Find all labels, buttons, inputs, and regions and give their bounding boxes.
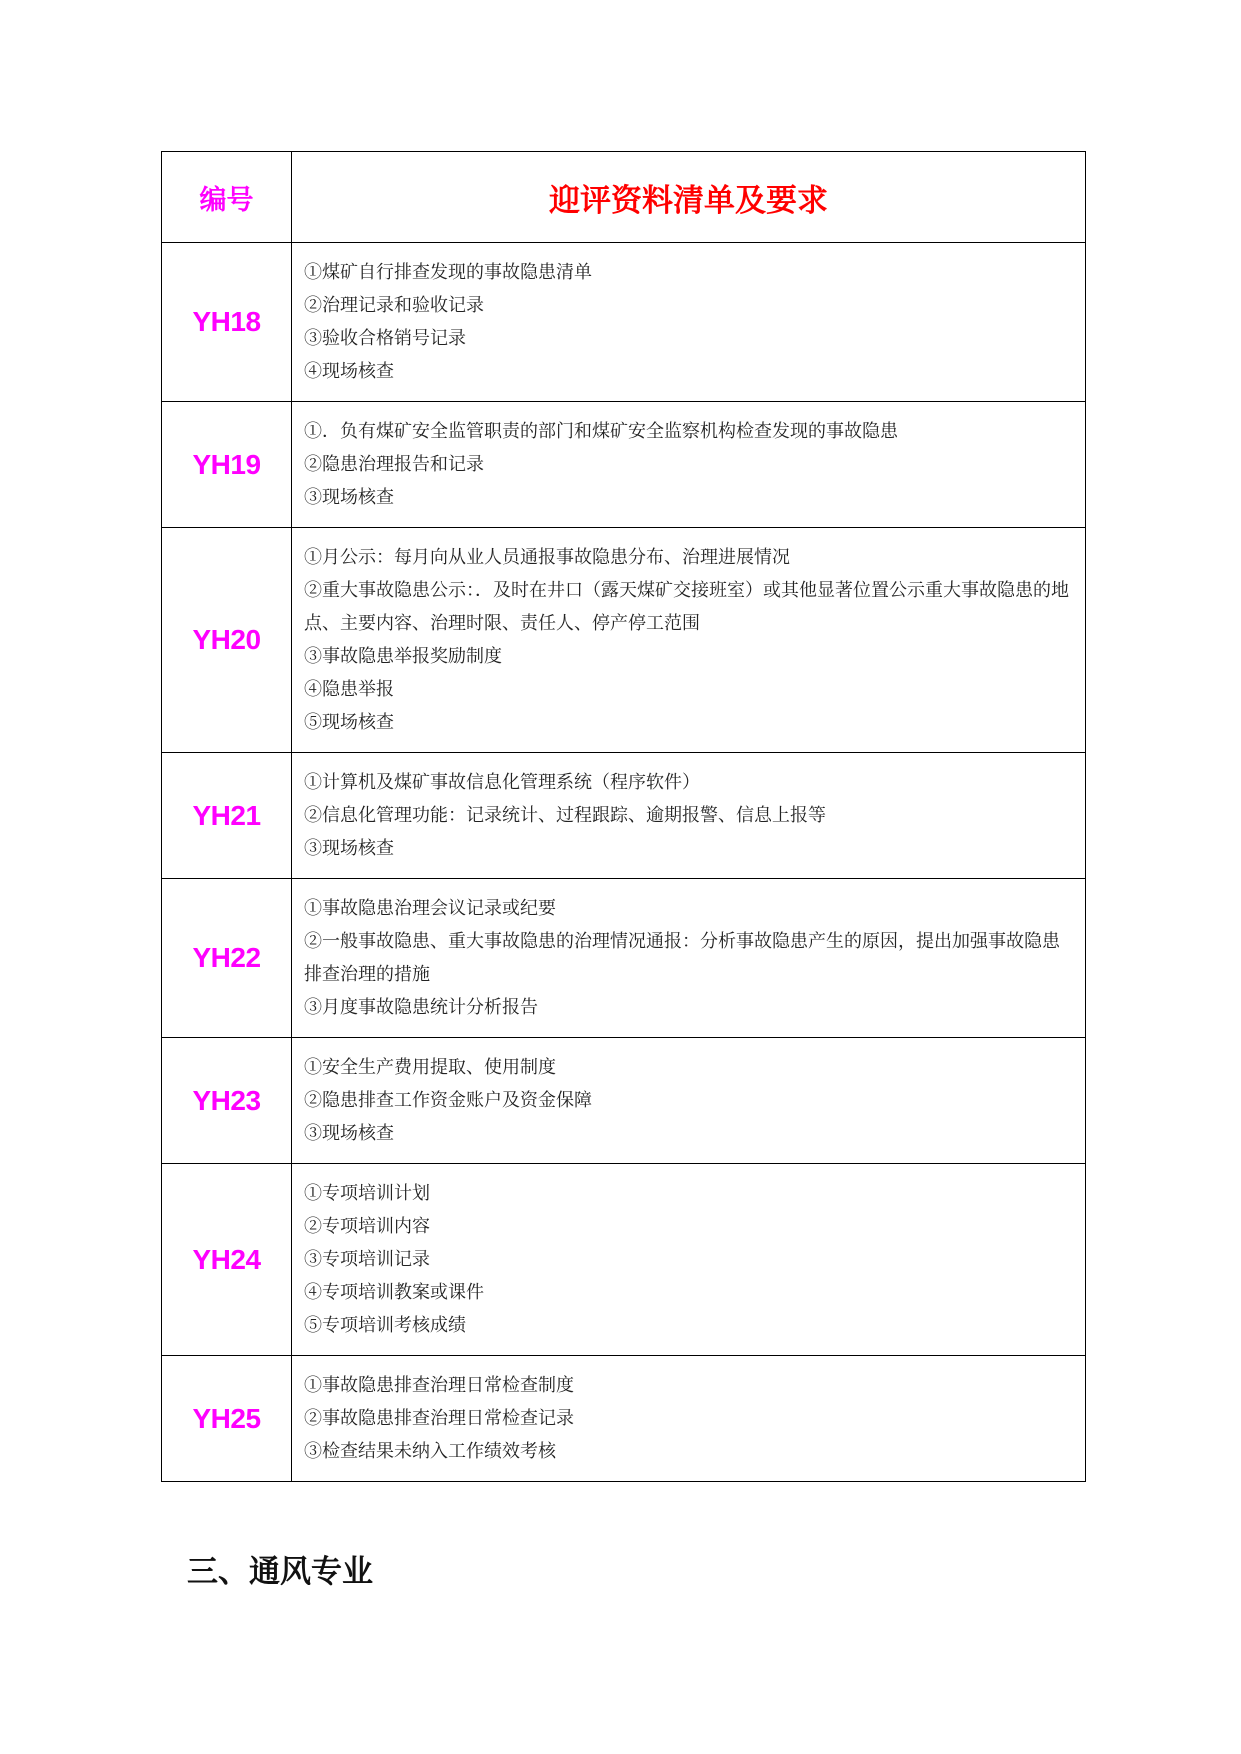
- requirement-item: ③现场核查: [304, 838, 394, 859]
- table-row: [162, 879, 1086, 1038]
- requirement-item: ①煤矿自行排查发现的事故隐患清单: [304, 262, 592, 283]
- requirement-item: ③现场核查: [304, 1123, 394, 1144]
- item-code: YH22: [162, 879, 292, 1038]
- requirement-item: ②事故隐患排查治理日常检查记录: [304, 1408, 574, 1429]
- requirement-item: ③现场核查: [304, 487, 394, 508]
- table-row: [162, 243, 1086, 402]
- item-code: YH23: [162, 1038, 292, 1164]
- item-code: YH20: [162, 528, 292, 753]
- requirement-item: ②一般事故隐患、重大事故隐患的治理情况通报：分析事故隐患产生的原因，提出加强事故隐患排查治理的措施: [304, 931, 1060, 985]
- requirement-item: ②隐患治理报告和记录: [304, 454, 484, 475]
- requirement-item: ①事故隐患治理会议记录或纪要: [304, 898, 556, 919]
- requirement-item: ④现场核查: [304, 361, 394, 382]
- requirements-cell: [292, 528, 1086, 753]
- requirement-item: ③验收合格销号记录: [304, 328, 466, 349]
- table-body: [162, 243, 1086, 1482]
- requirements-cell: [292, 753, 1086, 879]
- section-heading: 三、通风专业: [187, 1554, 373, 1590]
- table-row: [162, 402, 1086, 528]
- requirement-item: ②隐患排查工作资金账户及资金保障: [304, 1090, 592, 1111]
- table-row: [162, 753, 1086, 879]
- table-title: 迎评资料清单及要求: [292, 152, 1086, 243]
- requirement-item: ③检查结果未纳入工作绩效考核: [304, 1441, 556, 1462]
- item-code: YH18: [162, 243, 292, 402]
- requirements-cell: [292, 1038, 1086, 1164]
- requirement-item: ①计算机及煤矿事故信息化管理系统（程序软件）: [304, 772, 700, 793]
- requirement-item: ①安全生产费用提取、使用制度: [304, 1057, 556, 1078]
- table-header-row: [162, 152, 1086, 243]
- requirement-item: ④隐患举报: [304, 679, 394, 700]
- requirement-item: ⑤专项培训考核成绩: [304, 1315, 466, 1336]
- requirement-item: ③专项培训记录: [304, 1249, 430, 1270]
- requirements-cell: [292, 402, 1086, 528]
- requirement-item: ⑤现场核查: [304, 712, 394, 733]
- requirement-item: ②治理记录和验收记录: [304, 295, 484, 316]
- requirement-item: ③月度事故隐患统计分析报告: [304, 997, 538, 1018]
- requirement-item: ②信息化管理功能：记录统计、过程跟踪、逾期报警、信息上报等: [304, 805, 826, 826]
- item-code: YH25: [162, 1356, 292, 1482]
- requirement-item: ④专项培训教案或课件: [304, 1282, 484, 1303]
- requirement-item: ①专项培训计划: [304, 1183, 430, 1204]
- requirement-item: ①事故隐患排查治理日常检查制度: [304, 1375, 574, 1396]
- item-code: YH21: [162, 753, 292, 879]
- requirements-cell: [292, 243, 1086, 402]
- requirement-item: ③事故隐患举报奖励制度: [304, 646, 502, 667]
- requirements-cell: [292, 1164, 1086, 1356]
- table-row: [162, 1164, 1086, 1356]
- requirements-cell: [292, 879, 1086, 1038]
- table-row: [162, 1356, 1086, 1482]
- checklist-table: [161, 151, 1086, 1482]
- requirement-item: ②重大事故隐患公示：．及时在井口（露天煤矿交接班室）或其他显著位置公示重大事故隐患的地点、主要内容、治理时限、责任人、停产停工范围: [304, 580, 1069, 634]
- table-row: [162, 528, 1086, 753]
- requirements-cell: [292, 1356, 1086, 1482]
- requirement-item: ①月公示：每月向从业人员通报事故隐患分布、治理进展情况: [304, 547, 790, 568]
- item-code: YH19: [162, 402, 292, 528]
- requirement-item: ①．负有煤矿安全监管职责的部门和煤矿安全监察机构检查发现的事故隐患: [304, 421, 898, 442]
- code-column-header: 编号: [162, 152, 292, 243]
- table-row: [162, 1038, 1086, 1164]
- requirement-item: ②专项培训内容: [304, 1216, 430, 1237]
- item-code: YH24: [162, 1164, 292, 1356]
